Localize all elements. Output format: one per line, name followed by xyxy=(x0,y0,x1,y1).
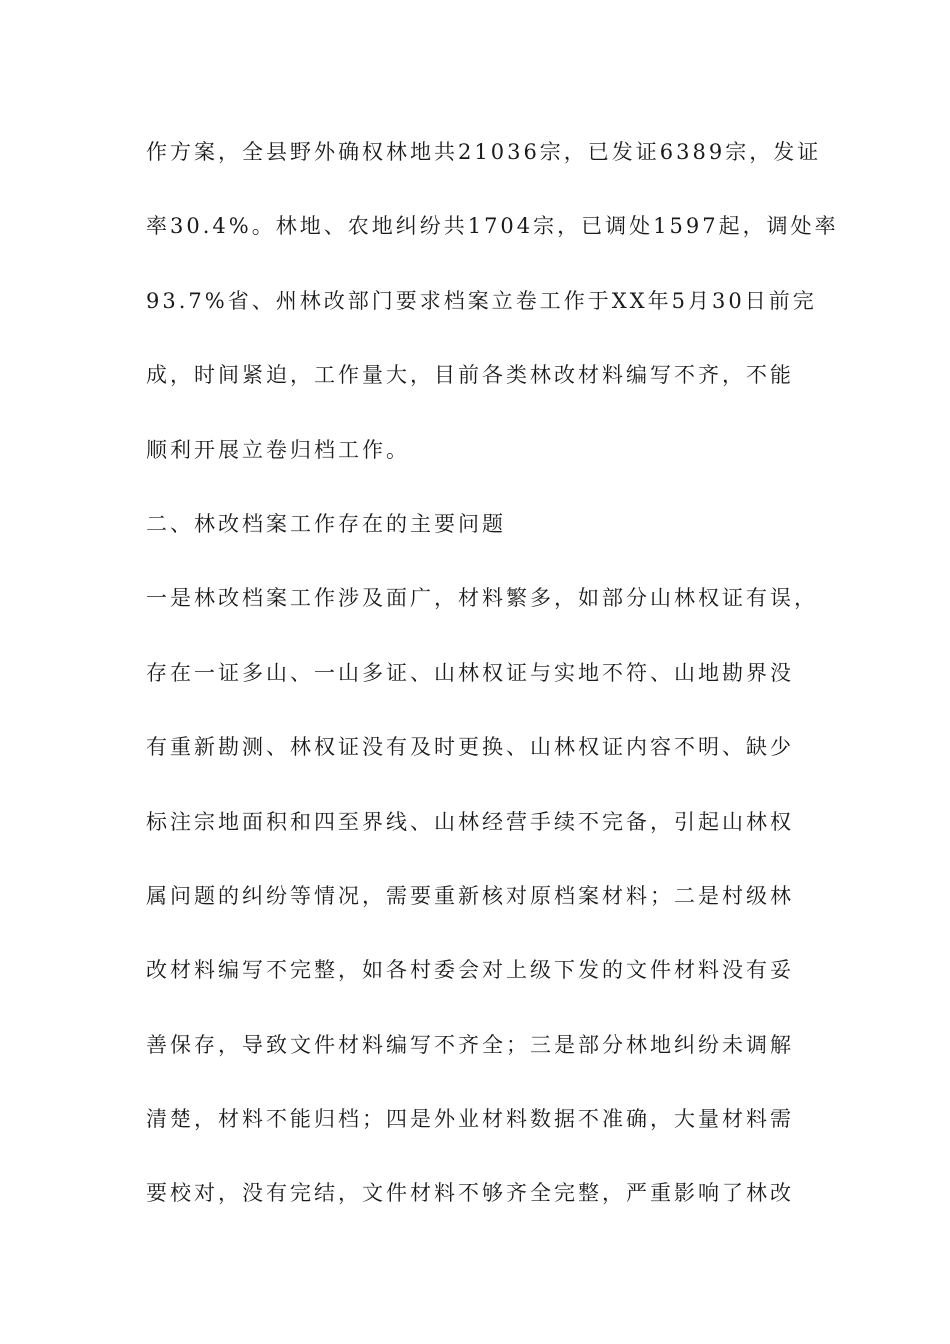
text-line: 善保存，导致文件材料编写不齐全；三是部分林地纠纷未调解 xyxy=(146,1032,794,1057)
text-line: 清楚，材料不能归档；四是外业材料数据不准确，大量材料需 xyxy=(146,1107,794,1132)
text-line: 存在一证多山、一山多证、山林权证与实地不符、山地勘界没 xyxy=(146,660,794,685)
text-line: 率30.4%。林地、农地纠纷共1704宗，已调处1597起，调处率 xyxy=(146,214,839,239)
text-line: 要校对，没有完结，文件材料不够齐全完整，严重影响了林改 xyxy=(146,1181,794,1206)
document-body xyxy=(146,132,839,1248)
text-line: 93.7%省、州林改部门要求档案立卷工作于XX年5月30日前完 xyxy=(146,288,817,313)
text-line: 属问题的纠纷等情况，需要重新核对原档案材料；二是村级林 xyxy=(146,883,794,908)
text-line: 顺利开展立卷归档工作。 xyxy=(146,437,410,462)
text-line: 有重新勘测、林权证没有及时更换、山林权证内容不明、缺少 xyxy=(146,735,794,760)
text-line: 作方案，全县野外确权林地共21036宗，已发证6389宗，发证 xyxy=(146,140,822,164)
text-line: 标注宗地面积和四至界线、山林经营手续不完备，引起山林权 xyxy=(146,809,794,834)
text-line: 成，时间紧迫，工作量大，目前各类林改材料编写不齐，不能 xyxy=(146,363,794,388)
section-heading: 二、林改档案工作存在的主要问题 xyxy=(146,511,506,536)
text-line: 一是林改档案工作涉及面广，材料繁多，如部分山林权证有误， xyxy=(146,586,818,611)
text-line: 改材料编写不完整，如各村委会对上级下发的文件材料没有妥 xyxy=(146,958,794,983)
